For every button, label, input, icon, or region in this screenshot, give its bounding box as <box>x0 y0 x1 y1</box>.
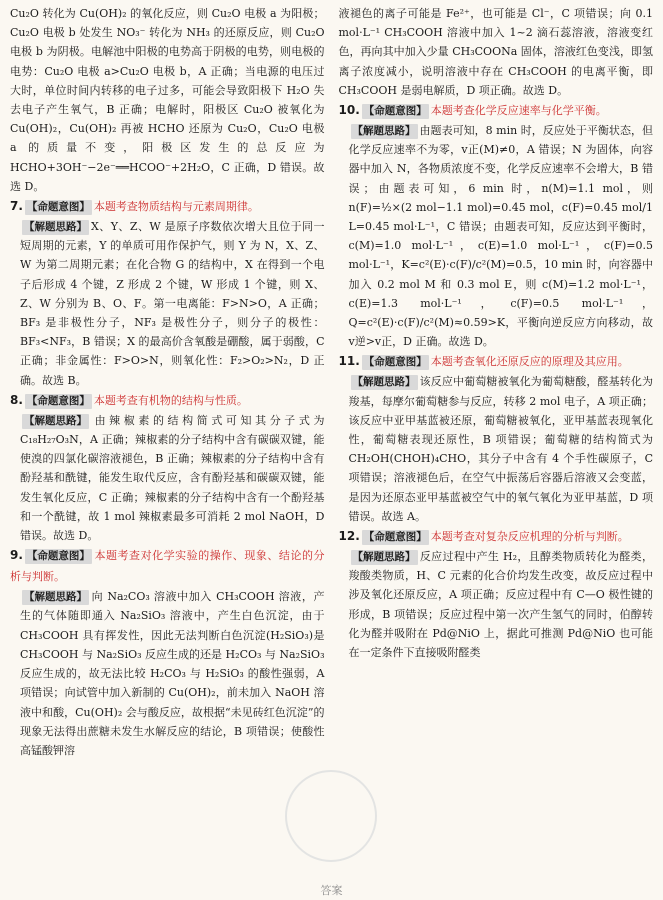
question-7-solution <box>10 217 325 390</box>
intent-tag: 【命题意图】 <box>363 531 427 544</box>
question-intent: 本题考查氧化还原反应的原理及其应用。 <box>430 355 629 369</box>
left-column <box>10 4 325 876</box>
two-column-body <box>10 4 653 876</box>
question-12-heading <box>339 526 654 547</box>
continued-paragraph: 液褪色的离子可能是 Fe²⁺，也可能是 Cl⁻，C 项错误；向 0.1 mol·L⁻¹ CH₃COOH 溶液中加入 1~2 滴石蕊溶液，溶液变红色，再向其中加入少量 CH₃COONa 固体，溶液红色变浅，即氢离子浓度减小，说明溶液中存在 CH₃COOH 的电离平衡，即 CH₃COOH 是弱电解质，D 项正确。故选 D。 <box>338 7 653 97</box>
continued-paragraph: Cu₂O 转化为 Cu(OH)₂ 的氧化反应，则 Cu₂O 电极 a 为阳极；Cu₂O 电极 b 处发生 NO₃⁻ 转化为 NH₃ 的还原反应，则 Cu₂O 电极 b 为阴极。电解池中阳极的电势高于阴极的电势，则电极的电势：Cu₂O 电极 a>Cu₂O 电极 b，A 正确；当电源的电压过大时，单位时间内转移的电子过多，可能会导致阳极下 H₂O 失去电子产生氧气，B 正确；电解时，阳极区 Cu₂O 被氧化为 Cu(OH)₂，Cu(OH)₂ 再被 HCHO 还原为 Cu₂O，Cu₂O 电极 a 的质量不变，阳极区发生的总反应为 HCHO+3OH⁻−2e⁻══HCOO⁻+2H₂O，C 正确，D 错误。故选 D。 <box>10 7 325 193</box>
question-intent: 本题考查物质结构与元素周期律。 <box>93 200 259 214</box>
intent-tag: 【命题意图】 <box>26 201 90 214</box>
solution-tag: 【解题思路】 <box>24 591 87 604</box>
question-9-heading <box>10 545 325 587</box>
question-number: 7. <box>10 199 23 214</box>
intent-tag: 【命题意图】 <box>26 394 90 407</box>
solution-tag: 【解题思路】 <box>352 376 416 389</box>
solution-text: 由辣椒素的结构简式可知其分子式为 C₁₈H₂₇O₃N，A 正确；辣椒素的分子结构中含有碳碳双键，能使溴的四氯化碳溶液褪色，B 正确；辣椒素的分子结构中含有酚羟基和酰键，能发生取代反应，含有酚羟基和碳碳双键，能发生氧化反应，C 正确；辣椒素的分子结构中含有一个酚羟基和一个酰键，故 1 mol 辣椒素最多可消耗 2 mol NaOH，D 错误。故选 D。 <box>20 413 325 543</box>
question-number: 8. <box>10 392 23 407</box>
solution-text: 该反应中葡萄糖被氧化为葡萄糖酸，醛基转化为羧基，每摩尔葡萄糖参与反应，转移 2 mol 电子，A 项正确；该反应中亚甲基蓝被还原，葡萄糖被氧化，亚甲基蓝表现氧化性，葡萄糖表现还原性，B 项错误；葡萄糖的结构简式为 CH₂OH(CHOH)₄CHO，其分子中含有 4 个手性碳原子，C 项错误；溶液褪色后，在空气中振荡后容器后溶液又会变蓝，是因为还原态亚甲基蓝被空气中的氧气氧化为亚甲基蓝，D 项错误。故选 A。 <box>348 375 653 523</box>
solution-text: 反应过程中产生 H₂，且醇类物质转化为醛类，羧酸类物质，H、C 元素的化合价均发生改变，故反应过程中涉及氧化还原反应，A 项正确；反应过程中有 C—O 极性键的形成，B 项错误；反应过程中第一次产生氢气的同时，伯醇转化为醛并吸附在 Pd@NiO 上，据此可推测 Pd@NiO 也可能在一定条件下直接吸附醛类 <box>348 550 653 660</box>
question-10-heading <box>339 100 654 121</box>
question-intent: 本题考查有机物的结构与性质。 <box>93 393 248 407</box>
question-9-solution <box>10 587 325 760</box>
question-10-solution <box>339 121 654 351</box>
solution-tag: 【解题思路】 <box>24 221 87 234</box>
solution-tag: 【解题思路】 <box>24 414 87 427</box>
solution-text: X、Y、Z、W 是原子序数依次增大且位于同一短周期的元素，Y 的单质可用作保护气，则 Y 为 N，X、Z、W 为第二周期元素；在化合物 G 的结构中，X 在得到一个电子后形成 4 个键，Z 形成 2 个键，W 形成 1 个键，则 X、Z、W 分别为 B、O、F。第一电离能：F>N>O，A 正确；BF₃ 是非极性分子，NF₃ 是极性分子，则分子的极性：BF₃<NF₃，B 错误；X 的最高价含氧酸是硼酸，属于弱酸，C 正确；非金属性：F>O>N，则氧化性：F₂>O₂>N₂，D 正确。故选 B。 <box>20 220 325 387</box>
question-8-solution <box>10 411 325 545</box>
question-number: 9. <box>10 548 23 563</box>
solution-text: 向 Na₂CO₃ 溶液中加入 CH₃COOH 溶液，产生的气体随即通入 Na₂SiO₃ 溶液中，产生白色沉淀，由于 CH₃COOH 具有挥发性，因此无法判断白色沉淀(H₂SiO₃)是 CH₃COOH 与 Na₂SiO₃ 反应生成的还是 H₂CO₃ 与 Na₂SiO₃ 反应生成的，故无法比较 H₂CO₃ 与 H₂SiO₃ 的酸性强弱，A 项错误；向试管中加入新制的 Cu(OH)₂，前未加入 NaOH 溶液中和酸，Cu(OH)₂ 会与酸反应，故根据“未见砖红色沉淀”的现象无法得出蔗糖未发生水解反应的结论，B 项错误；使酸性高锰酸钾溶 <box>20 590 325 757</box>
right-column <box>339 4 654 876</box>
question-intent: 本题考查对复杂反应机理的分析与判断。 <box>430 530 629 544</box>
question-number: 11. <box>338 354 360 369</box>
question-intent: 本题考查化学反应速率与化学平衡。 <box>430 104 607 118</box>
solution-tag: 【解题思路】 <box>352 125 416 138</box>
question-8-heading <box>10 390 325 411</box>
question-number: 10. <box>338 103 360 118</box>
question-11-heading <box>339 351 654 372</box>
question-11-solution <box>339 372 654 526</box>
question-number: 12. <box>338 529 360 544</box>
intent-tag: 【命题意图】 <box>26 550 90 563</box>
solution-tag: 【解题思路】 <box>352 551 416 564</box>
question-7-heading <box>10 196 325 217</box>
intent-tag: 【命题意图】 <box>363 105 427 118</box>
question-intent: 本题考查对化学实验的操作、现象、结论的分析与判断。 <box>10 549 325 584</box>
intent-tag: 【命题意图】 <box>363 356 427 369</box>
page-footer: 答案 <box>320 884 343 897</box>
solution-text: 由题表可知，8 min 时，反应处于平衡状态，但化学反应速率不为零，v正(M)≠0，A 错误；N 为固体，向容器中加入 N，各物质浓度不变，化学反应速率不会增大，B 错误；由题表可知，6 min 时，n(M)=1.1 mol，则 n(F)=½×(2 mol−1.1 mol)=0.45 mol，c(F)=0.45 mol/1 L=0.45 mol·L⁻¹，C 错误；由题表可知，反应达到平衡时，c(M)=1.0 mol·L⁻¹，c(E)=1.0 mol·L⁻¹，c(F)=0.5 mol·L⁻¹，K=c²(E)·c(F)/c²(M)=0.5，10 min 时，向容器中加入 0.2 mol M 和 0.3 mol E，则 c(M)=1.2 mol·L⁻¹，c(E)=1.3 mol·L⁻¹，c(F)=0.5 mol·L⁻¹，Q=c²(E)·c(F)/c²(M)≈0.59>K，平衡向逆反应方向移动，故 v逆>v正，D 正确。故选 D。 <box>348 124 653 349</box>
question-12-solution <box>339 547 654 662</box>
